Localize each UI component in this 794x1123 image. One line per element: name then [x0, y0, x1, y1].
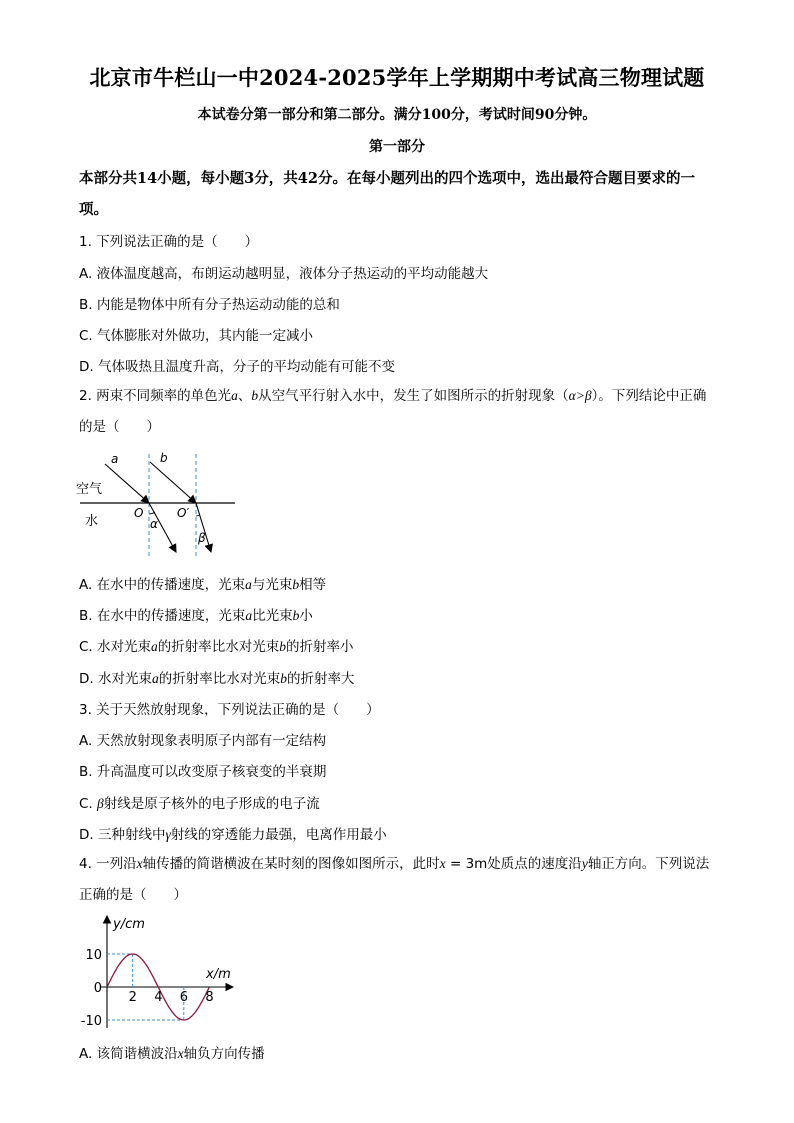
q1-option-a: A. 液体温度越高，布朗运动越明显，液体分子热运动的平均动能越大: [79, 266, 489, 282]
exam-title: 北京市牛栏山一中2024-2025学年上学期期中考试高三物理试题: [89, 65, 705, 90]
label-beta: β: [198, 531, 206, 545]
q1-stem: 1. 下列说法正确的是（ ）: [79, 234, 259, 250]
q1-option-d: D. 气体吸热且温度升高，分子的平均动能有可能不变: [79, 359, 395, 375]
refraction-diagram: [70, 446, 245, 561]
q2-stem: 2. 两束不同频率的单色光a、b从空气平行射入水中，发生了如图所示的折射现象（α>β）。下列结论中正确的是（ ）: [79, 388, 707, 435]
q2-option-d: D. 水对光束a的折射率比水对光束b的折射率大: [79, 671, 355, 687]
q1-option-c: C. 气体膨胀对外做功，其内能一定减小: [79, 328, 314, 344]
label-water: 水: [85, 514, 99, 529]
x-tick-label: 4: [154, 990, 163, 1005]
ray-a-incident: [105, 464, 149, 503]
label-air: 空气: [76, 482, 103, 497]
q3-option-c: C. β射线是原子核外的电子形成的电子流: [79, 796, 320, 812]
q3-option-a: A. 天然放射现象表明原子内部有一定结构: [79, 733, 327, 749]
x-axis-label: x/m: [206, 967, 231, 982]
q3-option-d: D. 三种射线中γ射线的穿透能力最强，电离作用最小: [79, 827, 387, 843]
q3-stem: 3. 关于天然放射现象，下列说法正确的是（ ）: [79, 702, 380, 718]
part-title: 第一部分: [369, 139, 425, 155]
q2-option-a: A. 在水中的传播速度，光束a与光束b相等: [79, 577, 327, 593]
q4-option-a: A. 该简谐横波沿x轴负方向传播: [79, 1046, 265, 1062]
ray-b-incident: [150, 462, 196, 503]
y-axis-label: y/cm: [113, 917, 145, 932]
x-tick-label: 8: [205, 990, 214, 1005]
y-tick-label: -10: [80, 1014, 102, 1029]
label-a: a: [111, 452, 119, 466]
q2-option-c: C. 水对光束a的折射率比水对光束b的折射率小: [79, 639, 354, 655]
x-tick-label: 6: [179, 990, 189, 1005]
q1-option-b: B. 内能是物体中所有分子热运动动能的总和: [79, 297, 340, 313]
q4-stem: 4. 一列沿x轴传播的简谐横波在某时刻的图像如图所示，此时x = 3m处质点的速度沿y轴正方向。下列说法正确的是（ ）: [79, 856, 710, 903]
label-o: O: [134, 506, 144, 520]
part-intro: 本部分共14小题，每小题3分，共42分。在每小题列出的四个选项中，选出最符合题目要求的一项。: [79, 170, 695, 218]
y-tick-label: 0: [93, 981, 102, 996]
wave-chart: [78, 910, 243, 1032]
label-o-prime: O′: [177, 506, 190, 520]
q3-option-b: B. 升高温度可以改变原子核衰变的半衰期: [79, 764, 327, 780]
y-tick-label: 10: [85, 948, 102, 963]
x-tick-label: 2: [128, 990, 137, 1005]
exam-subtitle: 本试卷分第一部分和第二部分。满分100分，考试时间90分钟。: [197, 107, 597, 123]
q2-option-b: B. 在水中的传播速度，光束a比光束b小: [79, 608, 313, 624]
label-alpha: α: [150, 517, 158, 531]
label-b: b: [160, 451, 168, 465]
